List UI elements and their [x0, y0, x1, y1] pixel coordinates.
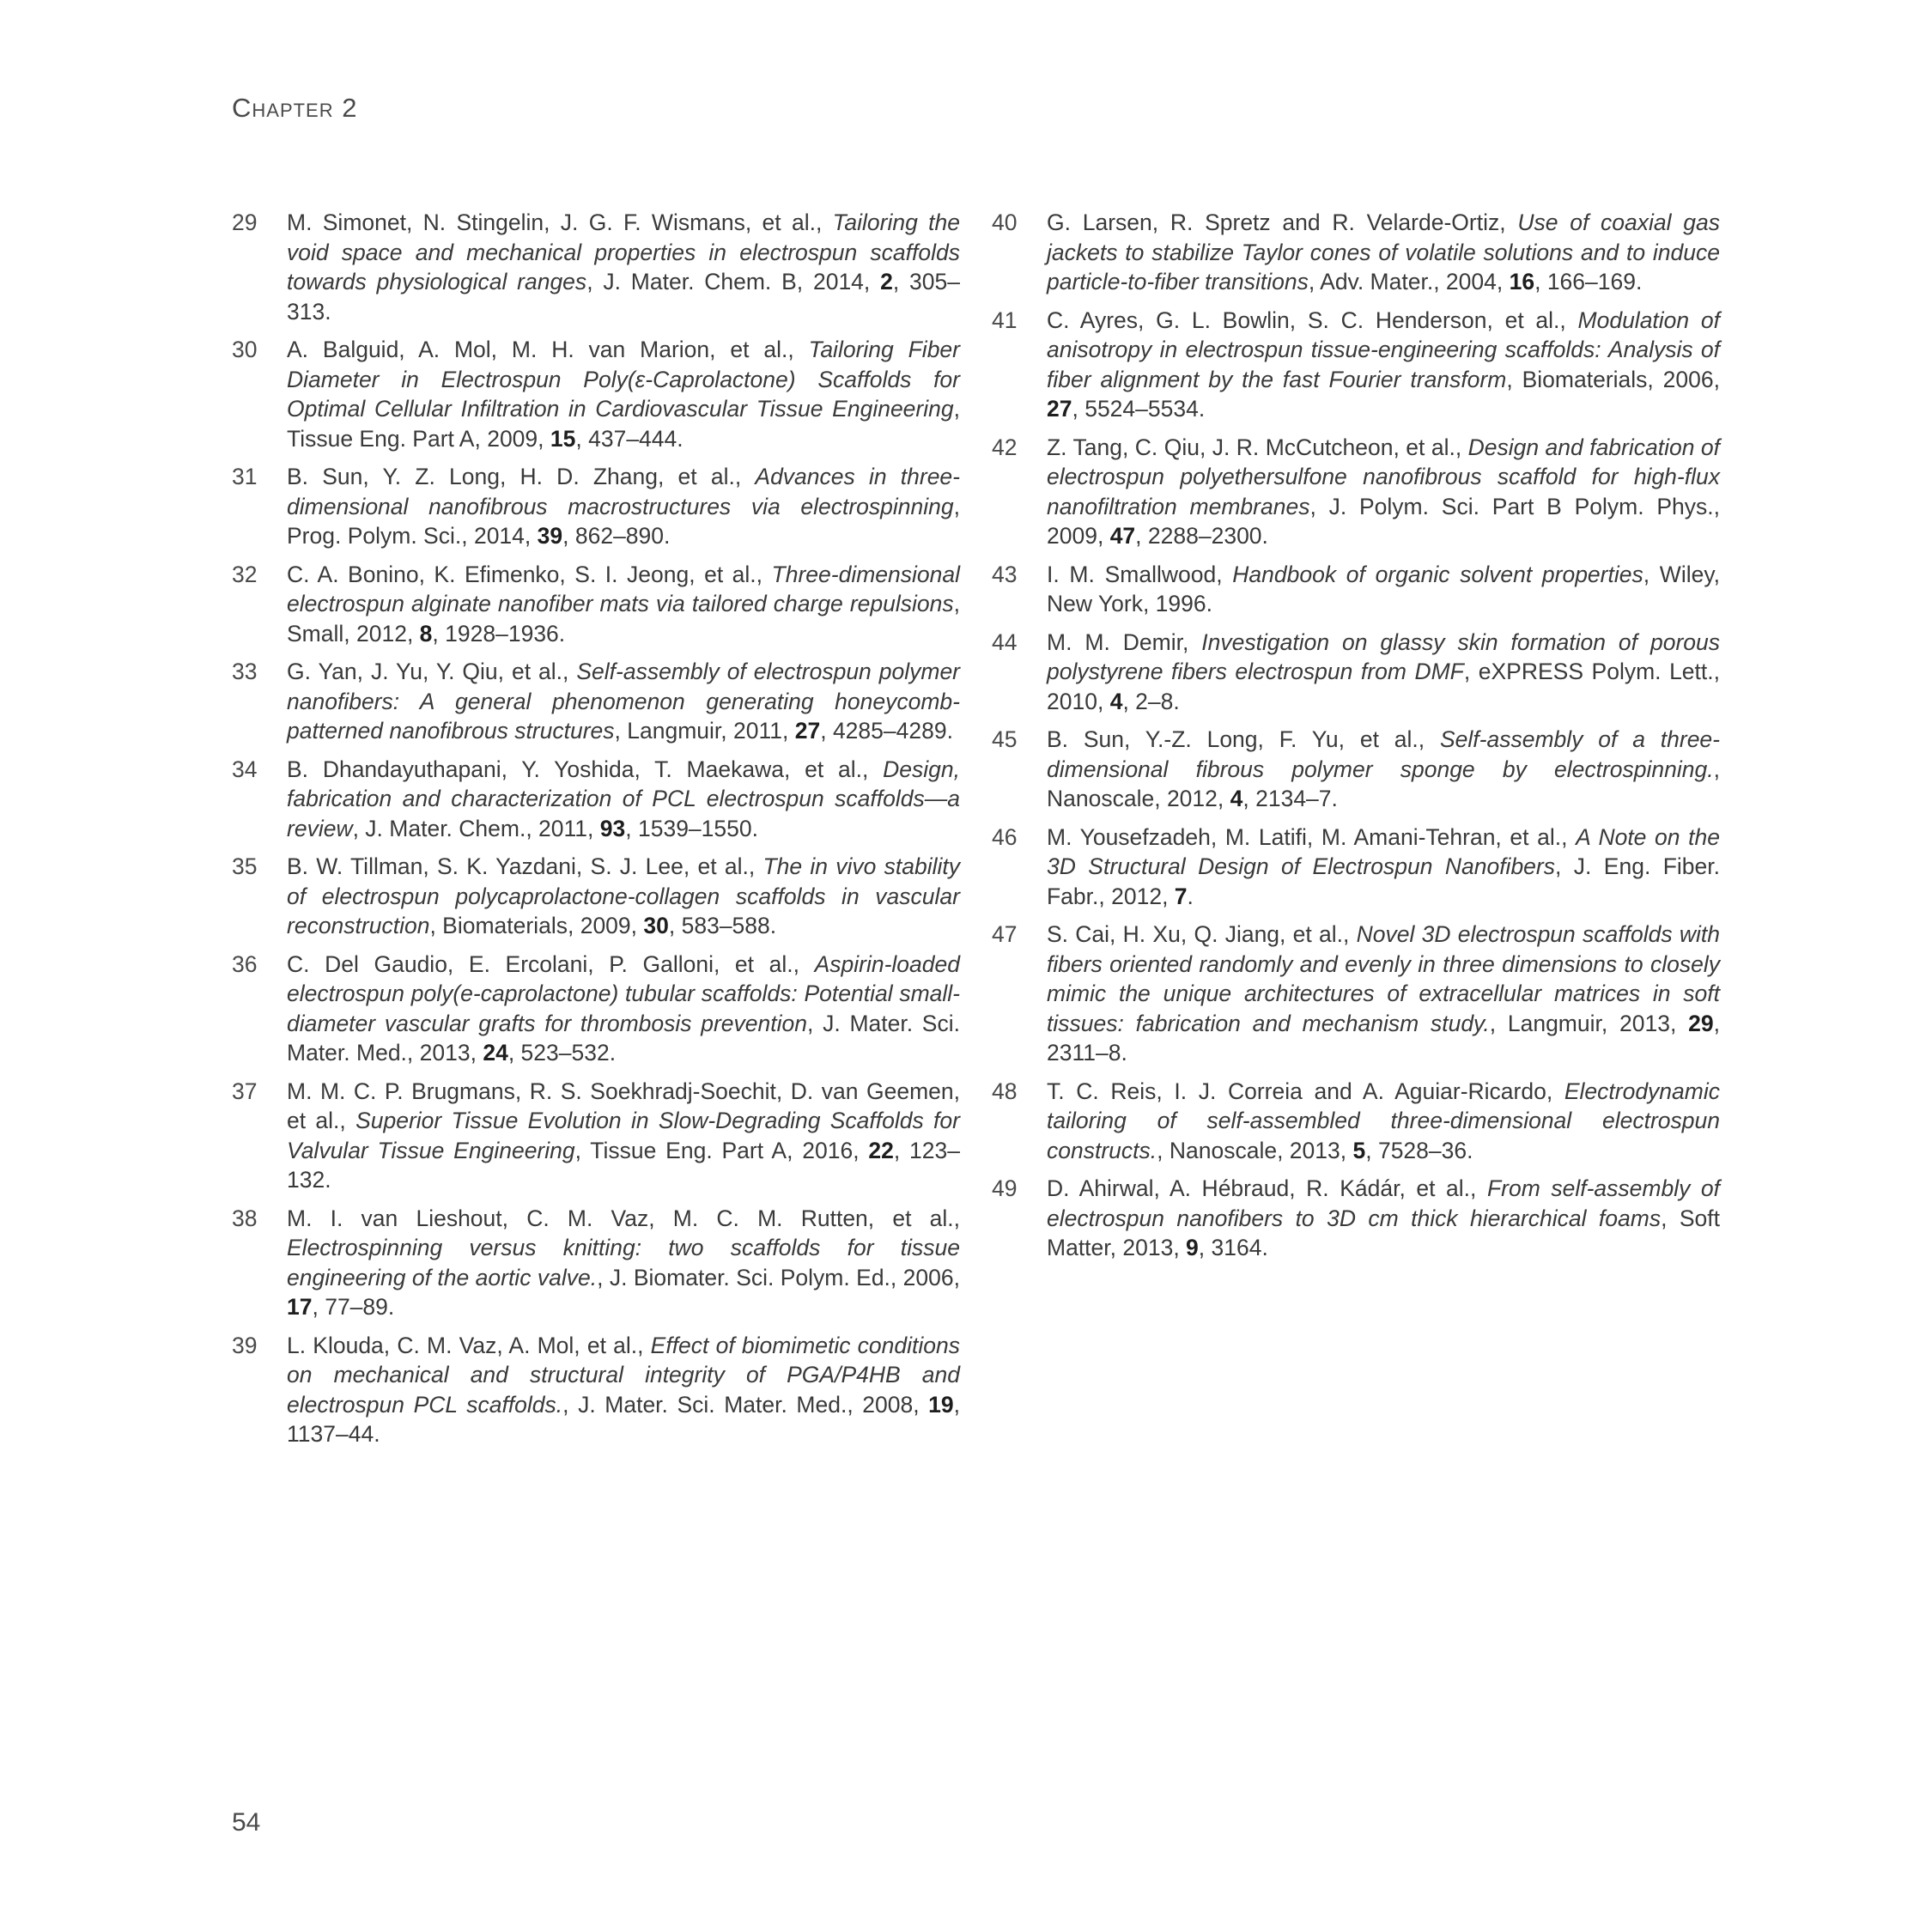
reference-title: Investigation on glassy skin formation of porous polystyrene fibers electrospun from DMF	[1047, 628, 1720, 684]
reference-source: , J. Eng. Fiber. Fabr., 2012,	[1047, 853, 1720, 909]
reference-authors: D. Ahirwal, A. Hébraud, R. Kádár, et al.,	[1047, 1175, 1487, 1201]
reference-item	[232, 1331, 960, 1449]
reference-title: Design, fabrication and characterization of PCL electrospun scaffolds—a review	[287, 756, 960, 841]
reference-number: 32	[232, 561, 258, 587]
reference-item	[992, 628, 1720, 717]
reference-text	[1047, 208, 1720, 297]
reference-number: 36	[232, 950, 258, 977]
reference-item	[232, 1077, 960, 1195]
reference-item	[232, 335, 960, 453]
reference-title: From self-assembly of electrospun nanofibers to 3D cm thick hierarchical foams	[1047, 1175, 1720, 1231]
reference-volume: 93	[599, 815, 626, 841]
reference-source: , Nanoscale, 2013,	[1157, 1137, 1353, 1163]
reference-number: 39	[232, 1332, 258, 1358]
reference-authors: L. Klouda, C. M. Vaz, A. Mol, et al.,	[287, 1332, 651, 1358]
reference-pages: .	[1187, 883, 1194, 909]
reference-source: , Prog. Polym. Sci., 2014,	[287, 493, 960, 549]
reference-authors: I. M. Smallwood,	[1047, 561, 1233, 587]
reference-text	[287, 950, 960, 1068]
reference-volume: 4	[1230, 786, 1243, 811]
reference-authors: A. Balguid, A. Mol, M. H. van Marion, et al.,	[287, 337, 809, 362]
reference-source: , Nanoscale, 2012,	[1047, 756, 1720, 811]
reference-text	[1047, 433, 1720, 551]
reference-volume: 19	[928, 1391, 954, 1418]
reference-number: 44	[992, 628, 1018, 655]
reference-item	[992, 1174, 1720, 1263]
reference-source: , Adv. Mater., 2004,	[1308, 269, 1510, 295]
reference-text	[1047, 823, 1720, 912]
reference-source: , Biomaterials, 2006,	[1506, 366, 1720, 392]
reference-item	[992, 725, 1720, 814]
reference-text	[287, 335, 960, 453]
reference-authors: G. Yan, J. Yu, Y. Qiu, et al.,	[287, 659, 577, 684]
reference-item	[232, 208, 960, 326]
reference-authors: C. A. Bonino, K. Efimenko, S. I. Jeong, et al.,	[287, 561, 772, 587]
reference-title: Aspirin-loaded electrospun poly(e-caprolactone) tubular scaffolds: Potential small-diameter vascular grafts for thrombosis prevention	[287, 950, 960, 1036]
reference-pages: , 2134–7.	[1242, 786, 1338, 811]
reference-volume: 24	[483, 1040, 508, 1066]
reference-number: 35	[232, 853, 258, 879]
reference-item	[232, 462, 960, 551]
reference-text	[287, 1077, 960, 1195]
reference-number: 46	[992, 823, 1018, 850]
reference-volume: 27	[794, 718, 821, 744]
reference-item	[232, 657, 960, 746]
reference-text	[287, 462, 960, 551]
reference-source: , Tissue Eng. Part A, 2009,	[287, 396, 960, 452]
reference-number: 42	[992, 434, 1018, 460]
reference-pages: , 4285–4289.	[820, 718, 953, 744]
reference-title: Effect of biomimetic conditions on mechanical and structural integrity of PGA/P4HB and electrospun PCL scaffolds.	[287, 1332, 961, 1418]
reference-number: 48	[992, 1078, 1018, 1104]
reference-authors: M. M. C. P. Brugmans, R. S. Soekhradj-Soechit, D. van Geemen, et al.,	[287, 1078, 960, 1133]
reference-source: , Soft Matter, 2013,	[1047, 1205, 1720, 1260]
reference-number: 37	[232, 1078, 258, 1104]
reference-number: 40	[992, 209, 1018, 235]
reference-source: , J. Polym. Sci. Part B Polym. Phys., 2009,	[1047, 493, 1720, 549]
reference-number: 43	[992, 561, 1018, 587]
reference-item	[992, 1077, 1720, 1166]
reference-authors: B. Dhandayuthapani, Y. Yoshida, T. Maekawa, et al.,	[287, 756, 884, 782]
reference-title: Advances in three-dimensional nanofibrous macrostructures via electrospinning	[287, 464, 960, 519]
reference-volume: 9	[1186, 1235, 1199, 1260]
reference-title: Modulation of anisotropy in electrospun tissue-engineering scaffolds: Analysis of fiber alignment by the fast Fourier transform	[1047, 307, 1720, 392]
reference-title: Novel 3D electrospun scaffolds with fibers oriented randomly and evenly in three dimensions to closely mimic the unique architectures of extracellular matrices in soft tissues: fabrication and mechanism study.	[1047, 921, 1720, 1036]
reference-title: Self-assembly of electrospun polymer nanofibers: A general phenomenon generating honeycomb-patterned nanofibrous structures	[287, 659, 961, 744]
reference-source: , eXPRESS Polym. Lett., 2010,	[1047, 659, 1720, 714]
reference-volume: 15	[550, 425, 576, 452]
reference-authors: M. I. van Lieshout, C. M. Vaz, M. C. M. Rutten, et al.,	[287, 1205, 960, 1231]
reference-number: 49	[992, 1175, 1018, 1201]
reference-title: Handbook of organic solvent properties	[1232, 561, 1643, 587]
reference-volume: 2	[880, 269, 893, 295]
reference-source: , Wiley, New York, 1996.	[1047, 561, 1720, 616]
reference-title: Superior Tissue Evolution in Slow-Degrading Scaffolds for Valvular Tissue Engineering	[287, 1108, 960, 1163]
reference-volume: 29	[1688, 1010, 1714, 1036]
reference-item	[232, 755, 960, 844]
reference-number: 30	[232, 337, 258, 362]
reference-text	[1047, 306, 1720, 424]
reference-source: , Tissue Eng. Part A, 2016,	[574, 1137, 869, 1163]
reference-text	[1047, 560, 1720, 619]
reference-title: Three-dimensional electrospun alginate nanofiber mats via tailored charge repulsions	[287, 561, 960, 616]
reference-pages: , 583–588.	[668, 913, 777, 938]
reference-authors: M. Yousefzadeh, M. Latifi, M. Amani-Tehran, et al.,	[1047, 823, 1577, 850]
reference-title: The in vivo stability of electrospun polycaprolactone-collagen scaffolds in vascular reconstruction	[287, 853, 960, 938]
reference-volume: 8	[419, 620, 433, 647]
reference-authors: S. Cai, H. Xu, Q. Jiang, et al.,	[1047, 921, 1357, 947]
reference-volume: 30	[643, 913, 669, 938]
reference-item	[992, 560, 1720, 619]
reference-volume: 4	[1109, 688, 1123, 714]
reference-text	[1047, 1174, 1720, 1263]
reference-authors: Z. Tang, C. Qiu, J. R. McCutcheon, et al.,	[1047, 434, 1468, 460]
reference-number: 31	[232, 464, 258, 489]
reference-source: , J. Mater. Sci. Mater. Med., 2013,	[287, 1010, 960, 1066]
reference-authors: B. Sun, Y.-Z. Long, F. Yu, et al.,	[1047, 726, 1440, 752]
reference-volume: 39	[537, 523, 563, 549]
reference-source: , J. Mater. Sci. Mater. Med., 2008,	[562, 1391, 929, 1418]
reference-item	[992, 823, 1720, 912]
reference-volume: 17	[287, 1294, 313, 1320]
reference-volume: 5	[1352, 1137, 1366, 1163]
reference-item	[232, 1204, 960, 1322]
reference-title: A Note on the 3D Structural Design of Electrospun Nanofibers	[1047, 823, 1720, 879]
reference-title: Use of coaxial gas jackets to stabilize Taylor cones of volatile solutions and to induce particle-to-fiber transitions	[1047, 209, 1720, 295]
reference-pages: , 7528–36.	[1365, 1137, 1473, 1163]
reference-title: Tailoring the void space and mechanical properties in electrospun scaffolds towards physiological ranges	[287, 209, 960, 295]
reference-pages: , 123–132.	[287, 1137, 960, 1193]
reference-pages: , 862–890.	[562, 523, 671, 549]
reference-pages: , 1137–44.	[287, 1391, 960, 1447]
reference-pages: , 305–313.	[287, 269, 960, 325]
reference-column-right	[992, 208, 1720, 1272]
reference-text	[287, 755, 960, 844]
reference-pages: , 5524–5534.	[1072, 396, 1206, 422]
reference-item	[992, 433, 1720, 551]
reference-text	[287, 1204, 960, 1322]
reference-volume: 47	[1109, 523, 1136, 549]
reference-pages: , 166–169.	[1534, 269, 1643, 295]
page-number: 54	[232, 1808, 261, 1837]
reference-number: 45	[992, 726, 1018, 752]
reference-item	[232, 950, 960, 1068]
reference-authors: C. Del Gaudio, E. Ercolani, P. Galloni, et al.,	[287, 950, 815, 977]
reference-item	[232, 852, 960, 941]
reference-authors: B. Sun, Y. Z. Long, H. D. Zhang, et al.,	[287, 464, 756, 489]
reference-pages: , 1539–1550.	[625, 815, 758, 841]
reference-item	[992, 306, 1720, 424]
reference-text	[287, 208, 960, 326]
reference-authors: M. Simonet, N. Stingelin, J. G. F. Wismans, et al.,	[287, 209, 833, 235]
reference-text	[287, 560, 960, 649]
reference-column-left	[232, 208, 960, 1458]
reference-item	[992, 208, 1720, 297]
reference-source: , Small, 2012,	[287, 591, 960, 647]
reference-volume: 16	[1509, 269, 1535, 295]
reference-title: Electrodynamic tailoring of self-assembled three-dimensional electrospun constructs.	[1047, 1078, 1720, 1163]
reference-source: , Langmuir, 2011,	[614, 718, 795, 744]
reference-volume: 27	[1047, 396, 1072, 422]
reference-text	[1047, 628, 1720, 717]
reference-source: , J. Mater. Chem., 2011,	[352, 815, 600, 841]
reference-number: 41	[992, 307, 1018, 333]
reference-text	[1047, 725, 1720, 814]
reference-pages: , 2288–2300.	[1135, 523, 1268, 549]
running-head: Chapter 2	[232, 93, 358, 123]
reference-text	[1047, 1077, 1720, 1166]
reference-authors: C. Ayres, G. L. Bowlin, S. C. Henderson, et al.,	[1047, 307, 1578, 333]
reference-item	[992, 920, 1720, 1068]
reference-text	[287, 852, 960, 941]
reference-text	[287, 657, 960, 746]
reference-pages: , 2–8.	[1122, 688, 1180, 714]
reference-source: , Biomaterials, 2009,	[429, 913, 644, 938]
reference-item	[232, 560, 960, 649]
reference-title: Tailoring Fiber Diameter in Electrospun Poly(ε-Caprolactone) Scaffolds for Optimal Cellular Infiltration in Cardiovascular Tissue Engineering	[287, 337, 960, 422]
reference-number: 29	[232, 209, 258, 235]
reference-pages: , 1928–1936.	[432, 620, 566, 647]
reference-title: Design and fabrication of electrospun polyethersulfone nanofibrous scaffold for high-flux nanofiltration membranes	[1047, 434, 1721, 519]
reference-text	[287, 1331, 960, 1449]
reference-source: , Langmuir, 2013,	[1489, 1010, 1689, 1036]
reference-pages: , 523–532.	[507, 1040, 617, 1066]
reference-authors: M. M. Demir,	[1047, 628, 1202, 655]
reference-source: , J. Mater. Chem. B, 2014,	[586, 269, 881, 295]
reference-title: Electrospinning versus knitting: two scaffolds for tissue engineering of the aortic valve.	[287, 1235, 960, 1290]
reference-authors: B. W. Tillman, S. K. Yazdani, S. J. Lee, et al.,	[287, 853, 763, 879]
reference-number: 38	[232, 1205, 258, 1231]
reference-pages: , 3164.	[1198, 1235, 1268, 1260]
reference-number: 47	[992, 921, 1018, 947]
reference-pages: , 437–444.	[575, 425, 683, 452]
reference-pages: , 2311–8.	[1047, 1010, 1720, 1066]
reference-authors: T. C. Reis, I. J. Correia and A. Aguiar-Ricardo,	[1047, 1078, 1564, 1104]
reference-authors: G. Larsen, R. Spretz and R. Velarde-Ortiz,	[1047, 209, 1518, 235]
reference-volume: 7	[1174, 883, 1188, 909]
reference-text	[1047, 920, 1720, 1068]
reference-number: 33	[232, 659, 258, 684]
reference-number: 34	[232, 756, 258, 782]
reference-title: Self-assembly of a three-dimensional fibrous polymer sponge by electrospinning.	[1047, 726, 1720, 782]
reference-volume: 22	[868, 1137, 894, 1163]
reference-source: , J. Biomater. Sci. Polym. Ed., 2006,	[597, 1264, 960, 1290]
reference-pages: , 77–89.	[312, 1294, 395, 1320]
